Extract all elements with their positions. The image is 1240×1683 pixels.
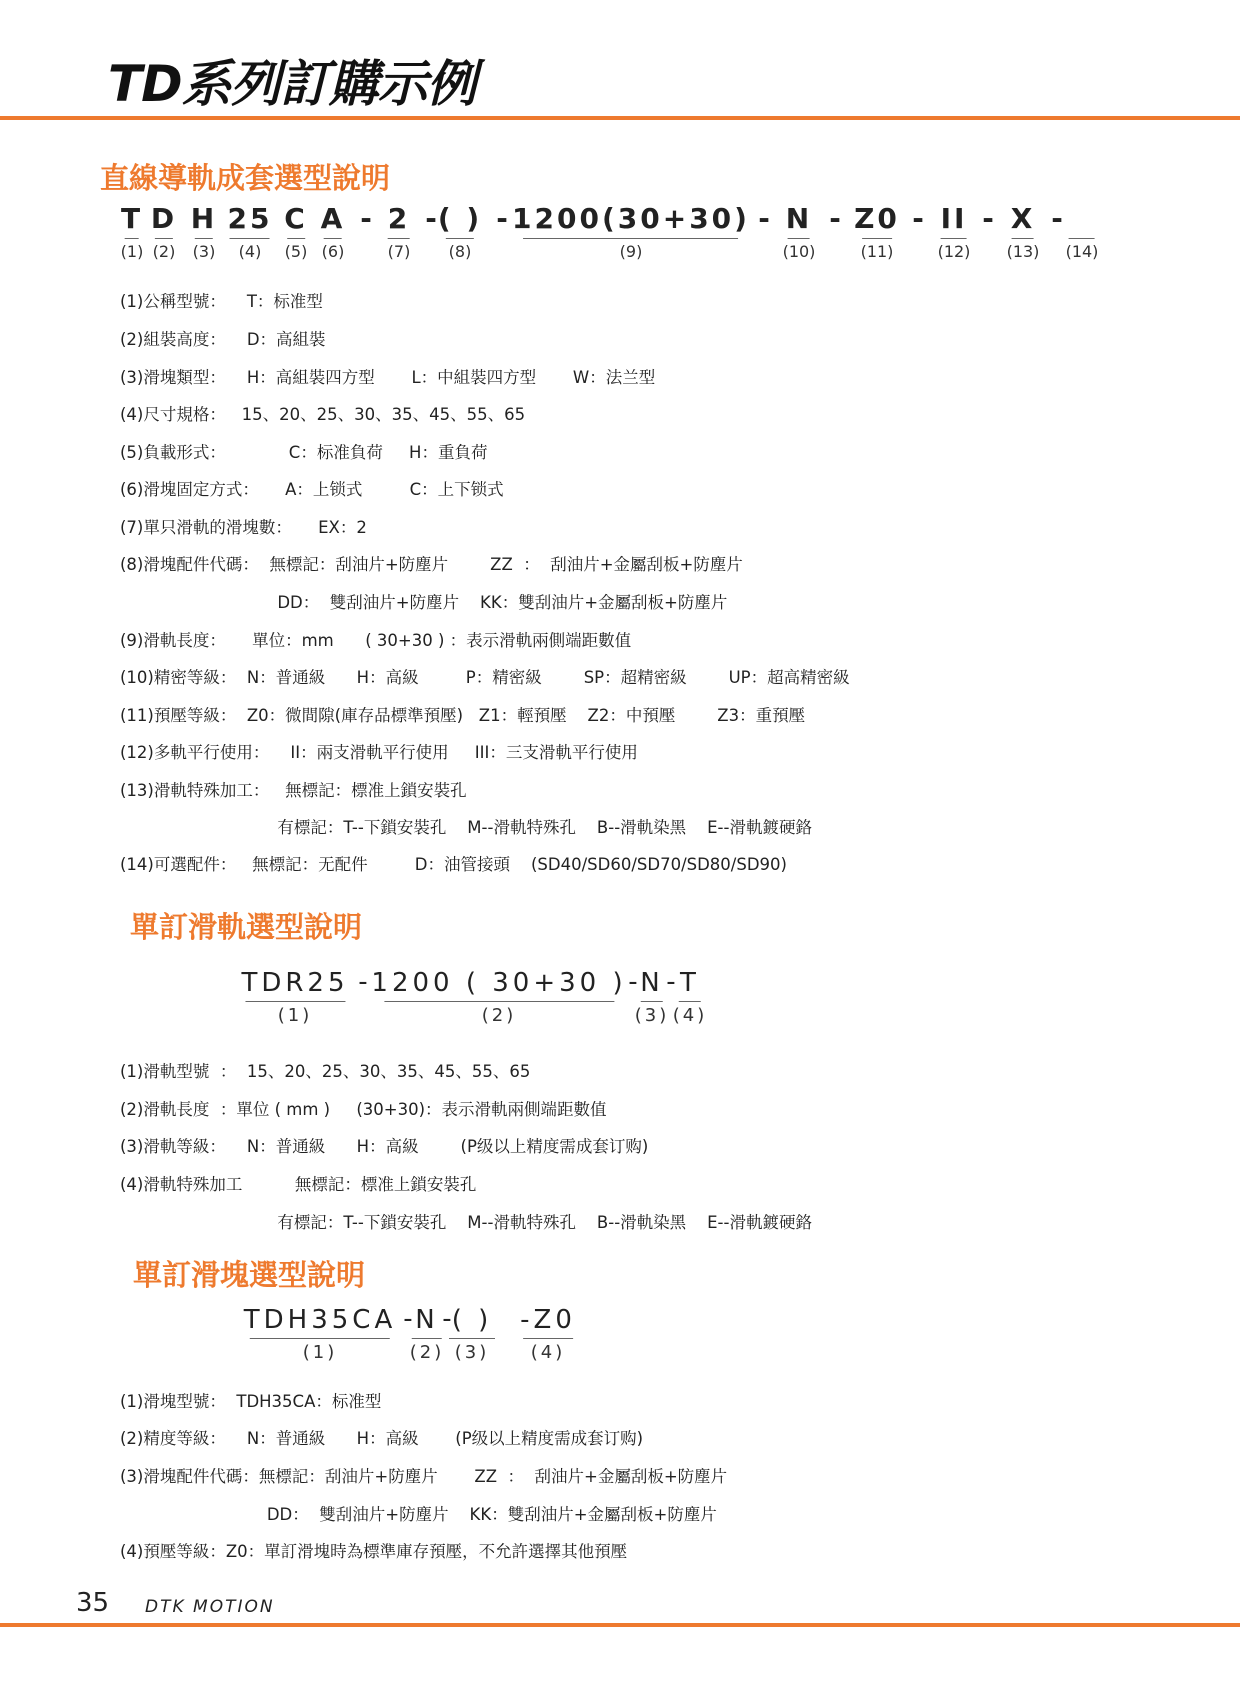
segment-label: (12) bbox=[937, 242, 971, 261]
underline bbox=[384, 1001, 614, 1002]
segment-label: (2) bbox=[409, 1342, 445, 1363]
underline bbox=[195, 238, 213, 239]
code-token: ( ) bbox=[437, 202, 483, 235]
underline bbox=[245, 1001, 345, 1002]
code-segment bbox=[228, 202, 273, 261]
code-segment bbox=[520, 1304, 576, 1363]
segment-label: (14) bbox=[1065, 242, 1099, 261]
spec-row: (2)滑軌長度 ：單位 ( mm ) (30+30)：表示滑軌兩側端距數值 bbox=[120, 1100, 607, 1119]
underline bbox=[324, 238, 342, 239]
segment-label: (4) bbox=[672, 1005, 708, 1026]
dash-separator: - bbox=[403, 1304, 413, 1334]
code-token: 1200(30+30) bbox=[512, 202, 750, 235]
segment-label: (1) bbox=[277, 1005, 313, 1026]
code-segment bbox=[284, 202, 308, 261]
underline bbox=[449, 1338, 495, 1339]
segment-label: (6) bbox=[321, 242, 345, 261]
dash-separator: - bbox=[358, 967, 368, 997]
page-number: 35 bbox=[76, 1588, 110, 1618]
underline bbox=[523, 238, 738, 239]
code-segment bbox=[1007, 202, 1040, 261]
segment-label: (9) bbox=[619, 242, 643, 261]
code-token: Z0 bbox=[854, 202, 900, 235]
segment-label: (3) bbox=[454, 1342, 490, 1363]
segment-label: (4) bbox=[530, 1342, 566, 1363]
code-token: 2 bbox=[387, 202, 411, 235]
code-segment bbox=[854, 202, 900, 261]
code-segment bbox=[1066, 202, 1099, 261]
code-segment bbox=[410, 1304, 445, 1363]
underline bbox=[125, 238, 139, 239]
segment-label: (2) bbox=[152, 242, 176, 261]
section-heading-block: 單訂滑塊選型說明 bbox=[133, 1258, 366, 1292]
spec-row: (1)滑軌型號 ： 15、20、25、30、35、45、55、65 bbox=[120, 1062, 531, 1081]
code-segment bbox=[321, 202, 346, 261]
segment-label: (3) bbox=[634, 1005, 670, 1026]
spec-row: (5)負載形式： C：标准負荷 H：重負荷 bbox=[120, 443, 488, 462]
underline bbox=[862, 238, 892, 239]
segment-label: (3) bbox=[192, 242, 216, 261]
code-segment bbox=[241, 967, 348, 1026]
spec-row: (1)公稱型號： T：标准型 bbox=[120, 292, 323, 311]
spec-row: (9)滑軌長度： 單位：mm ( 30+30 ) ：表示滑軌兩側端距數值 bbox=[120, 631, 632, 650]
code-segment bbox=[244, 1304, 396, 1363]
spec-row: 有標記：T--下鎖安裝孔 M--滑軌特殊孔 B--滑軌染黑 E--滑軌鍍硬鉻 bbox=[120, 1213, 812, 1232]
code-segment bbox=[783, 202, 816, 261]
dash-separator: - bbox=[360, 202, 372, 235]
underline bbox=[446, 238, 474, 239]
dash-separator: - bbox=[829, 202, 841, 235]
spec-row: (4)尺寸規格： 15、20、25、30、35、45、55、65 bbox=[120, 405, 526, 424]
code-segment bbox=[512, 202, 750, 261]
code-segment bbox=[449, 1304, 495, 1363]
dash-separator: - bbox=[758, 202, 770, 235]
code-segment bbox=[438, 202, 482, 261]
code-token: D bbox=[150, 202, 178, 235]
spec-row: (8)滑塊配件代碼： 無標記：刮油片+防塵片 ZZ ： 刮油片+金屬刮板+防塵片 bbox=[120, 555, 743, 574]
code-token: H bbox=[190, 202, 218, 235]
code-segment bbox=[673, 967, 708, 1026]
segment-label: (10) bbox=[782, 242, 816, 261]
dash-separator: - bbox=[425, 202, 437, 235]
dash-separator: - bbox=[442, 1304, 452, 1334]
dash-separator: - bbox=[496, 202, 508, 235]
spec-row: (4)滑軌特殊加工 無標記：標准上鎖安裝孔 bbox=[120, 1175, 477, 1194]
segment-label: (5) bbox=[284, 242, 308, 261]
code-token: TDH35CA bbox=[243, 1305, 397, 1335]
code-token: 1200 ( 30+30 ) bbox=[371, 968, 627, 998]
code-segment bbox=[371, 967, 626, 1026]
underline bbox=[250, 1338, 390, 1339]
underline bbox=[230, 238, 270, 239]
segment-label: (7) bbox=[387, 242, 411, 261]
code-segment bbox=[151, 202, 177, 261]
code-token: X bbox=[1010, 202, 1036, 235]
underline bbox=[1069, 238, 1095, 239]
underline bbox=[155, 238, 173, 239]
spec-row: (14)可選配件： 無標記：无配件 D：油管接頭 (SD40/SD60/SD70/SD80/SD90) bbox=[120, 855, 787, 874]
segment-label: (1) bbox=[120, 242, 144, 261]
header-divider bbox=[0, 116, 1240, 120]
spec-row: (2)組裝高度： D：高組裝 bbox=[120, 330, 326, 349]
spec-row: (3)滑塊類型： H：高組裝四方型 L：中組裝四方型 W：法兰型 bbox=[120, 368, 656, 387]
brand-name: DTK MOTION bbox=[145, 1597, 275, 1617]
underline bbox=[287, 238, 305, 239]
code-segment bbox=[121, 202, 144, 261]
code-token: T bbox=[120, 202, 144, 235]
code-token: TDR25 bbox=[241, 968, 349, 998]
code-segment bbox=[388, 202, 411, 261]
code-token: N bbox=[415, 1305, 439, 1335]
code-segment bbox=[635, 967, 670, 1026]
spec-row: (13)滑軌特殊加工： 無標記：標准上鎖安裝孔 bbox=[120, 781, 467, 800]
dash-separator: - bbox=[1051, 202, 1063, 235]
spec-row: (12)多軌平行使用： II：兩支滑軌平行使用 III：三支滑軌平行使用 bbox=[120, 743, 638, 762]
code-token: C bbox=[284, 202, 308, 235]
dash-separator: - bbox=[666, 967, 676, 997]
spec-row: (7)單只滑軌的滑塊數： EX：2 bbox=[120, 518, 367, 537]
code-token: II bbox=[940, 202, 968, 235]
segment-label: (4) bbox=[238, 242, 262, 261]
spec-row: DD： 雙刮油片+防塵片 KK：雙刮油片+金屬刮板+防塵片 bbox=[120, 1505, 717, 1524]
segment-label: (2) bbox=[481, 1005, 517, 1026]
code-token: T bbox=[680, 968, 700, 998]
underline bbox=[388, 238, 410, 239]
spec-row: (3)滑塊配件代碼：無標記：刮油片+防塵片 ZZ ： 刮油片+金屬刮板+防塵片 bbox=[120, 1467, 728, 1486]
dash-separator: - bbox=[912, 202, 924, 235]
code-segment bbox=[191, 202, 217, 261]
dash-separator: - bbox=[628, 967, 638, 997]
code-token: 25 bbox=[227, 202, 273, 235]
spec-row: 有標記：T--下鎖安裝孔 M--滑軌特殊孔 B--滑軌染黑 E--滑軌鍍硬鉻 bbox=[120, 818, 812, 837]
segment-label: (13) bbox=[1006, 242, 1040, 261]
underline bbox=[1012, 238, 1034, 239]
code-segment bbox=[938, 202, 971, 261]
segment-label: (8) bbox=[448, 242, 472, 261]
code-token: N bbox=[640, 968, 664, 998]
spec-row: (1)滑塊型號： TDH35CA：标准型 bbox=[120, 1392, 382, 1411]
segment-label: (1) bbox=[302, 1342, 338, 1363]
underline bbox=[679, 1001, 701, 1002]
footer-divider bbox=[0, 1623, 1240, 1627]
code-token bbox=[1066, 202, 1099, 236]
code-token: N bbox=[785, 202, 813, 235]
spec-row: (2)精度等級： N：普通級 H：高級 (P级以上精度需成套订购) bbox=[120, 1429, 644, 1448]
dash-separator: - bbox=[982, 202, 994, 235]
spec-row: (3)滑軌等級： N：普通級 H：高級 (P级以上精度需成套订购) bbox=[120, 1137, 649, 1156]
code-token: -Z0 bbox=[520, 1305, 576, 1335]
spec-row: (10)精密等級： N：普通級 H：高級 P：精密級 SP：超精密級 UP：超高精密級 bbox=[120, 668, 850, 687]
underline bbox=[788, 238, 810, 239]
spec-row: (4)預壓等級：Z0：單訂滑塊時為標準庫存預壓，不允許選擇其他預壓 bbox=[120, 1542, 628, 1561]
segment-label: (11) bbox=[860, 242, 894, 261]
underline bbox=[412, 1338, 442, 1339]
code-token: A bbox=[320, 202, 346, 235]
section-heading-rail: 單訂滑軌選型說明 bbox=[130, 910, 363, 944]
underline bbox=[641, 1001, 663, 1002]
spec-row: (11)預壓等級： Z0：微間隙(庫存品標準預壓) Z1：輕預壓 Z2：中預壓 Z3：重預壓 bbox=[120, 706, 806, 725]
section-heading-set: 直線導軌成套選型說明 bbox=[100, 161, 391, 195]
page-title: TD系列訂購示例 bbox=[108, 55, 476, 113]
underline bbox=[523, 1338, 573, 1339]
underline bbox=[941, 238, 967, 239]
spec-row: (6)滑塊固定方式： A：上锁式 C：上下锁式 bbox=[120, 480, 504, 499]
spec-row: DD： 雙刮油片+防塵片 KK：雙刮油片+金屬刮板+防塵片 bbox=[120, 593, 728, 612]
code-token: ( ) bbox=[451, 1305, 493, 1335]
